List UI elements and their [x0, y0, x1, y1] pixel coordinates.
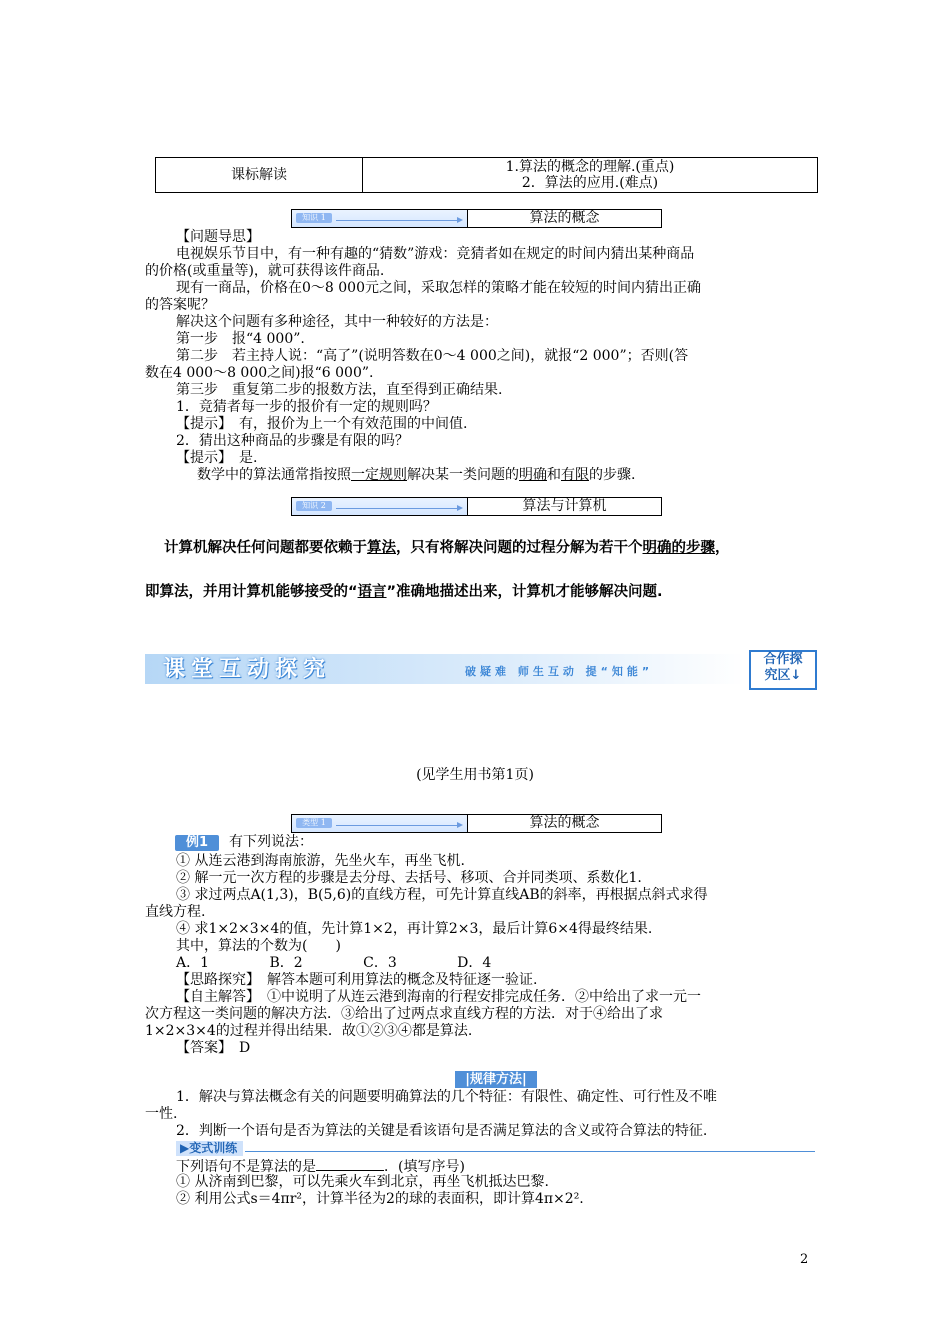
- variant-option: ② 利用公式s＝4πr²，计算半径为2的球的表面积，即计算4π×2².: [176, 1191, 584, 1207]
- classroom-banner: [145, 650, 815, 688]
- banner-title: 课堂互动探究: [163, 657, 332, 682]
- answer-blank: [316, 1157, 384, 1171]
- variant-tag: ▶变式训练: [176, 1141, 243, 1156]
- banner-subtitle: 破疑难 师生互动 提“知能”: [465, 665, 654, 678]
- section-tag: 类型 1: [296, 818, 332, 828]
- paragraph-line: 解决这个问题有多种途径，其中一种较好的方法是：: [176, 314, 498, 330]
- standard-items: [363, 158, 818, 193]
- standard-item-1: 1.算法的概念的理解.(重点): [505, 159, 675, 175]
- question-guide-heading: 【问题导思】: [176, 229, 260, 245]
- variant-question: 下列语句不是算法的是 ．(填写序号): [176, 1159, 465, 1175]
- section-title: 算法的概念: [529, 815, 600, 831]
- arrow-icon: [336, 508, 461, 509]
- statement-line: 直线方程.: [145, 904, 206, 920]
- step-line: 第二步 若主持人说：“高了”(说明答数在0～4 000之间)，就报“2 000”；否则(答: [176, 348, 689, 364]
- section-tag: 知识 2: [296, 501, 332, 511]
- solution-line: 【自主解答】 ①中说明了从连云港到海南的行程安排完成任务．②中给出了求一元一: [176, 989, 701, 1005]
- solution-line: 1×2×3×4的过程并得出结果．故①②③④都是算法.: [145, 1023, 473, 1039]
- fill-answer: 算法: [367, 540, 396, 556]
- paragraph-line: 的答案呢？: [145, 297, 215, 313]
- page-number: 2: [800, 1252, 809, 1267]
- paragraph-line: 现有一商品，价格在0～8 000元之间，采取怎样的策略才能在较短的时间内猜出正确: [176, 280, 701, 296]
- standard-table: [155, 157, 818, 193]
- statement-line: ② 解一元一次方程的步骤是去分母、去括号、移项、合并同类项、系数化1.: [176, 870, 642, 886]
- options-line: A．1 B．2 C．3 D．4: [176, 955, 492, 971]
- arrow-icon: [336, 825, 461, 826]
- statement-line: ④ 求1×2×3×4的值，先计算1×2，再计算2×3，最后计算6×4得最终结果.: [176, 921, 653, 937]
- statement-line: ③ 求过两点A(1,3)，B(5,6)的直线方程，可先计算直线AB的斜率，再根据点斜式求得: [176, 887, 708, 903]
- rule-line: 1．解决与算法概念有关的问题要明确算法的几个特征：有限性、确定性、可行性及不唯: [176, 1089, 717, 1105]
- solution-line: 次方程这一类问题的解决方法．③给出了过两点求直线方程的方法．对于④给出了求: [145, 1006, 663, 1022]
- section-bar-computer: [291, 497, 662, 516]
- statement-line: ① 从连云港到海南旅游，先坐火车，再坐飞机.: [176, 853, 465, 869]
- section-bar-concept: [291, 209, 662, 228]
- example-intro: 例1 有下列说法：: [145, 834, 845, 851]
- bold-paragraph-line: 计算机解决任何问题都要依赖于算法，只有将解决问题的过程分解为若干个明确的步骤，: [164, 540, 730, 556]
- hint-line: 【提示】 有，报价为上一个有效范围的中间值.: [176, 416, 468, 432]
- divider: [245, 1151, 815, 1152]
- variant-option: ① 从济南到巴黎，可以先乘火车到北京，再坐飞机抵达巴黎.: [176, 1174, 549, 1190]
- question-line: 2．猜出这种商品的步骤是有限的吗？: [176, 433, 409, 449]
- question-line: 其中，算法的个数为( ): [176, 938, 341, 954]
- rule-line: 2．判断一个语句是否为算法的关键是看该语句是否满足算法的含义或符合算法的特征.: [176, 1123, 708, 1139]
- step-line: 数在4 000～8 000之间)报“6 000”.: [145, 365, 374, 381]
- step-line: 第三步 重复第二步的报数方法，直至得到正确结果.: [176, 382, 503, 398]
- paragraph-line: 电视娱乐节目中，有一种有趣的“猜数”游戏：竞猜者如在规定的时间内猜出某种商品: [176, 246, 695, 262]
- paragraph-line: 的价格(或重量等)，就可获得该件商品.: [145, 263, 385, 279]
- think-line: 【思路探究】 解答本题可利用算法的概念及特征逐一验证.: [176, 972, 538, 988]
- standard-label: 课标解读: [156, 158, 363, 193]
- answer-line: 【答案】 D: [176, 1040, 251, 1056]
- bold-paragraph-line: 即算法，并用计算机能够接受的“语言”准确地描述出来，计算机才能够解决问题.: [145, 584, 663, 600]
- cooperation-box: 合作探 究区↓: [749, 650, 817, 690]
- rule-line: 一性.: [145, 1106, 178, 1122]
- section-tag: 知识 1: [296, 213, 332, 223]
- step-line: 第一步 报“4 000”.: [176, 331, 305, 347]
- section-title: 算法与计算机: [522, 498, 607, 514]
- summary-line: 数学中的算法通常指按照一定规则解决某一类问题的明确和有限的步骤.: [197, 467, 636, 483]
- fill-answer: 明确: [519, 467, 547, 483]
- variant-heading: [145, 1140, 846, 1157]
- fill-answer: 语言: [357, 584, 387, 600]
- hint-line: 【提示】 是.: [176, 450, 258, 466]
- example-tag: 例1: [175, 835, 219, 851]
- section-bar-type: [291, 814, 662, 833]
- fill-answer: 明确的步骤: [642, 540, 715, 556]
- arrow-icon: [336, 220, 461, 221]
- section-title: 算法的概念: [529, 210, 600, 226]
- rule-method-title: |规律方法|: [455, 1071, 537, 1088]
- student-book-ref: (见学生用书第1页): [416, 767, 534, 783]
- fill-answer: 有限: [561, 467, 589, 483]
- standard-item-2: 2．算法的应用.(难点): [521, 175, 659, 191]
- fill-answer: 一定规则: [351, 467, 407, 483]
- question-line: 1．竞猜者每一步的报价有一定的规则吗？: [176, 399, 437, 415]
